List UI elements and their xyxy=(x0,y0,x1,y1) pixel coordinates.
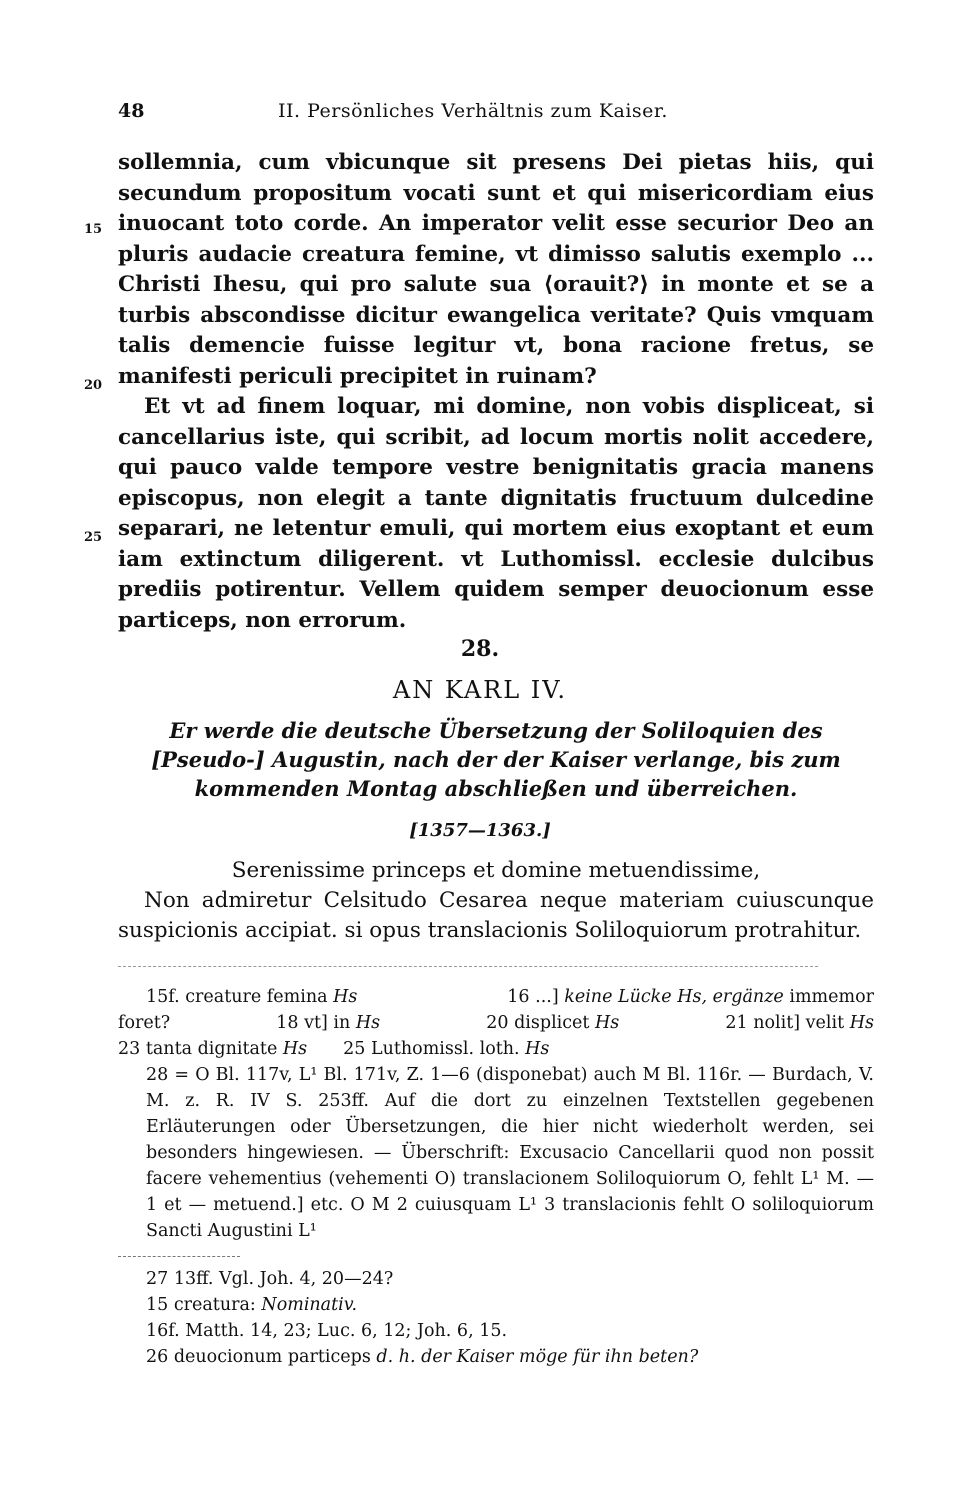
commentary-notes xyxy=(146,1266,866,1370)
note-line xyxy=(146,1344,866,1370)
note-ref: 26 deuocionum particeps xyxy=(146,1347,371,1367)
note-line: 27 13ff. Vgl. Joh. 4, 20—24? xyxy=(146,1269,394,1289)
apparatus-entry: 25 Luthomissl. loth. xyxy=(343,1039,520,1059)
section-title: AN KARL IV. xyxy=(392,676,568,704)
apparatus-siglum: Hs xyxy=(849,1013,874,1033)
section-regest: Er werde die deutsche Übersetzung der Soliloquien des [Pseudo-] Augustin, nach der der Kaiser verlange, bis zum kommenden Montag abschließen und überreichen. xyxy=(151,718,841,801)
apparatus-siglum: Hs xyxy=(595,1013,620,1033)
apparatus-entry: 15f. creature femina xyxy=(146,987,328,1007)
apparatus-siglum: Hs xyxy=(333,987,358,1007)
apparatus-entry: 23 tanta dignitate xyxy=(118,1039,278,1059)
note-line xyxy=(146,1292,866,1318)
notes-divider xyxy=(118,1256,240,1257)
apparatus-entry: immemor xyxy=(789,987,874,1007)
main-text xyxy=(118,148,874,636)
apparatus-siglum: Hs xyxy=(355,1013,381,1033)
apparatus-siglum: Hs xyxy=(282,1039,308,1059)
main-paragraph-1: sollemnia, cum vbicunque sit presens Dei pietas hiis, qui secundum propositum vocati sunt et qui misericordiam eius inuocant toto corde. An imperator velit esse securior Deo an pluris audacie creatura femine, vt dimisso salutis exemplo ... Christi Ihesu, qui pro salute sua ⟨orauit?⟩ in monte et se a turbis abscondisse dicitur ewangelica veritate? Quis vmquam talis demencie fuisse legitur vt, bona racione fretus, se manifesti periculi precipitet in ruinam? xyxy=(118,150,874,389)
apparatus-line xyxy=(118,1010,874,1036)
apparatus-divider xyxy=(118,966,818,967)
apparatus-entry: foret? xyxy=(118,1013,171,1033)
apparatus-line xyxy=(118,984,874,1010)
apparatus-source-note: 28 = O Bl. 117v, L¹ Bl. 171v, Z. 1—6 (disponebat) auch M Bl. 116r. — Burdach, V. M. z. R. IV S. 253ff. Auf die dort zu einzelnen Textstellen gegebenen Erläuterungen oder Übersetzungen, die hier nicht wiederholt werden, sei besonders hingewiesen. — Überschrift: Excusacio Cancellarii quod non possit facere vehementius (vehementi O) translacionem Soliloquiorum O, fehlt L¹ M. — 1 et — metuend.] etc. O M 2 cuiusquam L¹ 3 translacionis fehlt O soliloquiorum Sancti Augustini L¹ xyxy=(146,1065,874,1241)
apparatus-entry: 16 ...] xyxy=(507,987,559,1007)
page-header xyxy=(118,100,878,130)
note-ref: 15 creatura: xyxy=(146,1295,256,1315)
apparatus-entry: 18 vt] in xyxy=(276,1013,351,1033)
letter-salutation: Serenissime princeps et domine metuendissime, xyxy=(231,858,761,883)
note-line: 16f. Matth. 14, 23; Luc. 6, 12; Joh. 6, 15. xyxy=(146,1321,508,1341)
letter-text xyxy=(118,856,874,946)
apparatus-note: keine Lücke Hs, ergänze xyxy=(564,987,784,1007)
note-text: d. h. der Kaiser möge für ihn beten? xyxy=(376,1347,699,1367)
line-number-15: 15 xyxy=(84,222,103,237)
apparatus-entry: 21 nolit] velit xyxy=(725,1013,845,1033)
line-number-20: 20 xyxy=(84,378,103,393)
apparatus-line xyxy=(118,1036,874,1062)
section-number: 28. xyxy=(460,636,500,662)
letter-body: Non admiretur Celsitudo Cesarea neque materiam cuiuscunque suspicionis accipiat. si opus translacionis Soliloquiorum protrahitur. xyxy=(118,888,874,943)
apparatus-siglum: Hs xyxy=(525,1039,550,1059)
critical-apparatus xyxy=(118,984,874,1244)
main-paragraph-2: Et vt ad finem loquar, mi domine, non vobis displiceat, si cancellarius iste, qui scribit, ad locum mortis nolit accedere, qui pauco valde tempore vestre benignitatis gracia manens episcopus, non elegit a tante dignitatis fructuum dulcedine separari, ne letentur emuli, qui mortem eius exoptant et eum iam extinctum diligerent. vt Luthomissl. ecclesie dulcibus prediis potirentur. Vellem quidem semper deuocionum esse particeps, non errorum. xyxy=(118,394,874,633)
page-number: 48 xyxy=(118,100,145,122)
section-date: [1357—1363.] xyxy=(409,820,551,841)
running-title: II. Persönliches Verhältnis zum Kaiser. xyxy=(278,100,668,122)
note-text: Nominativ. xyxy=(261,1295,358,1315)
apparatus-entry: 20 displicet xyxy=(486,1013,590,1033)
line-number-25: 25 xyxy=(84,530,103,545)
